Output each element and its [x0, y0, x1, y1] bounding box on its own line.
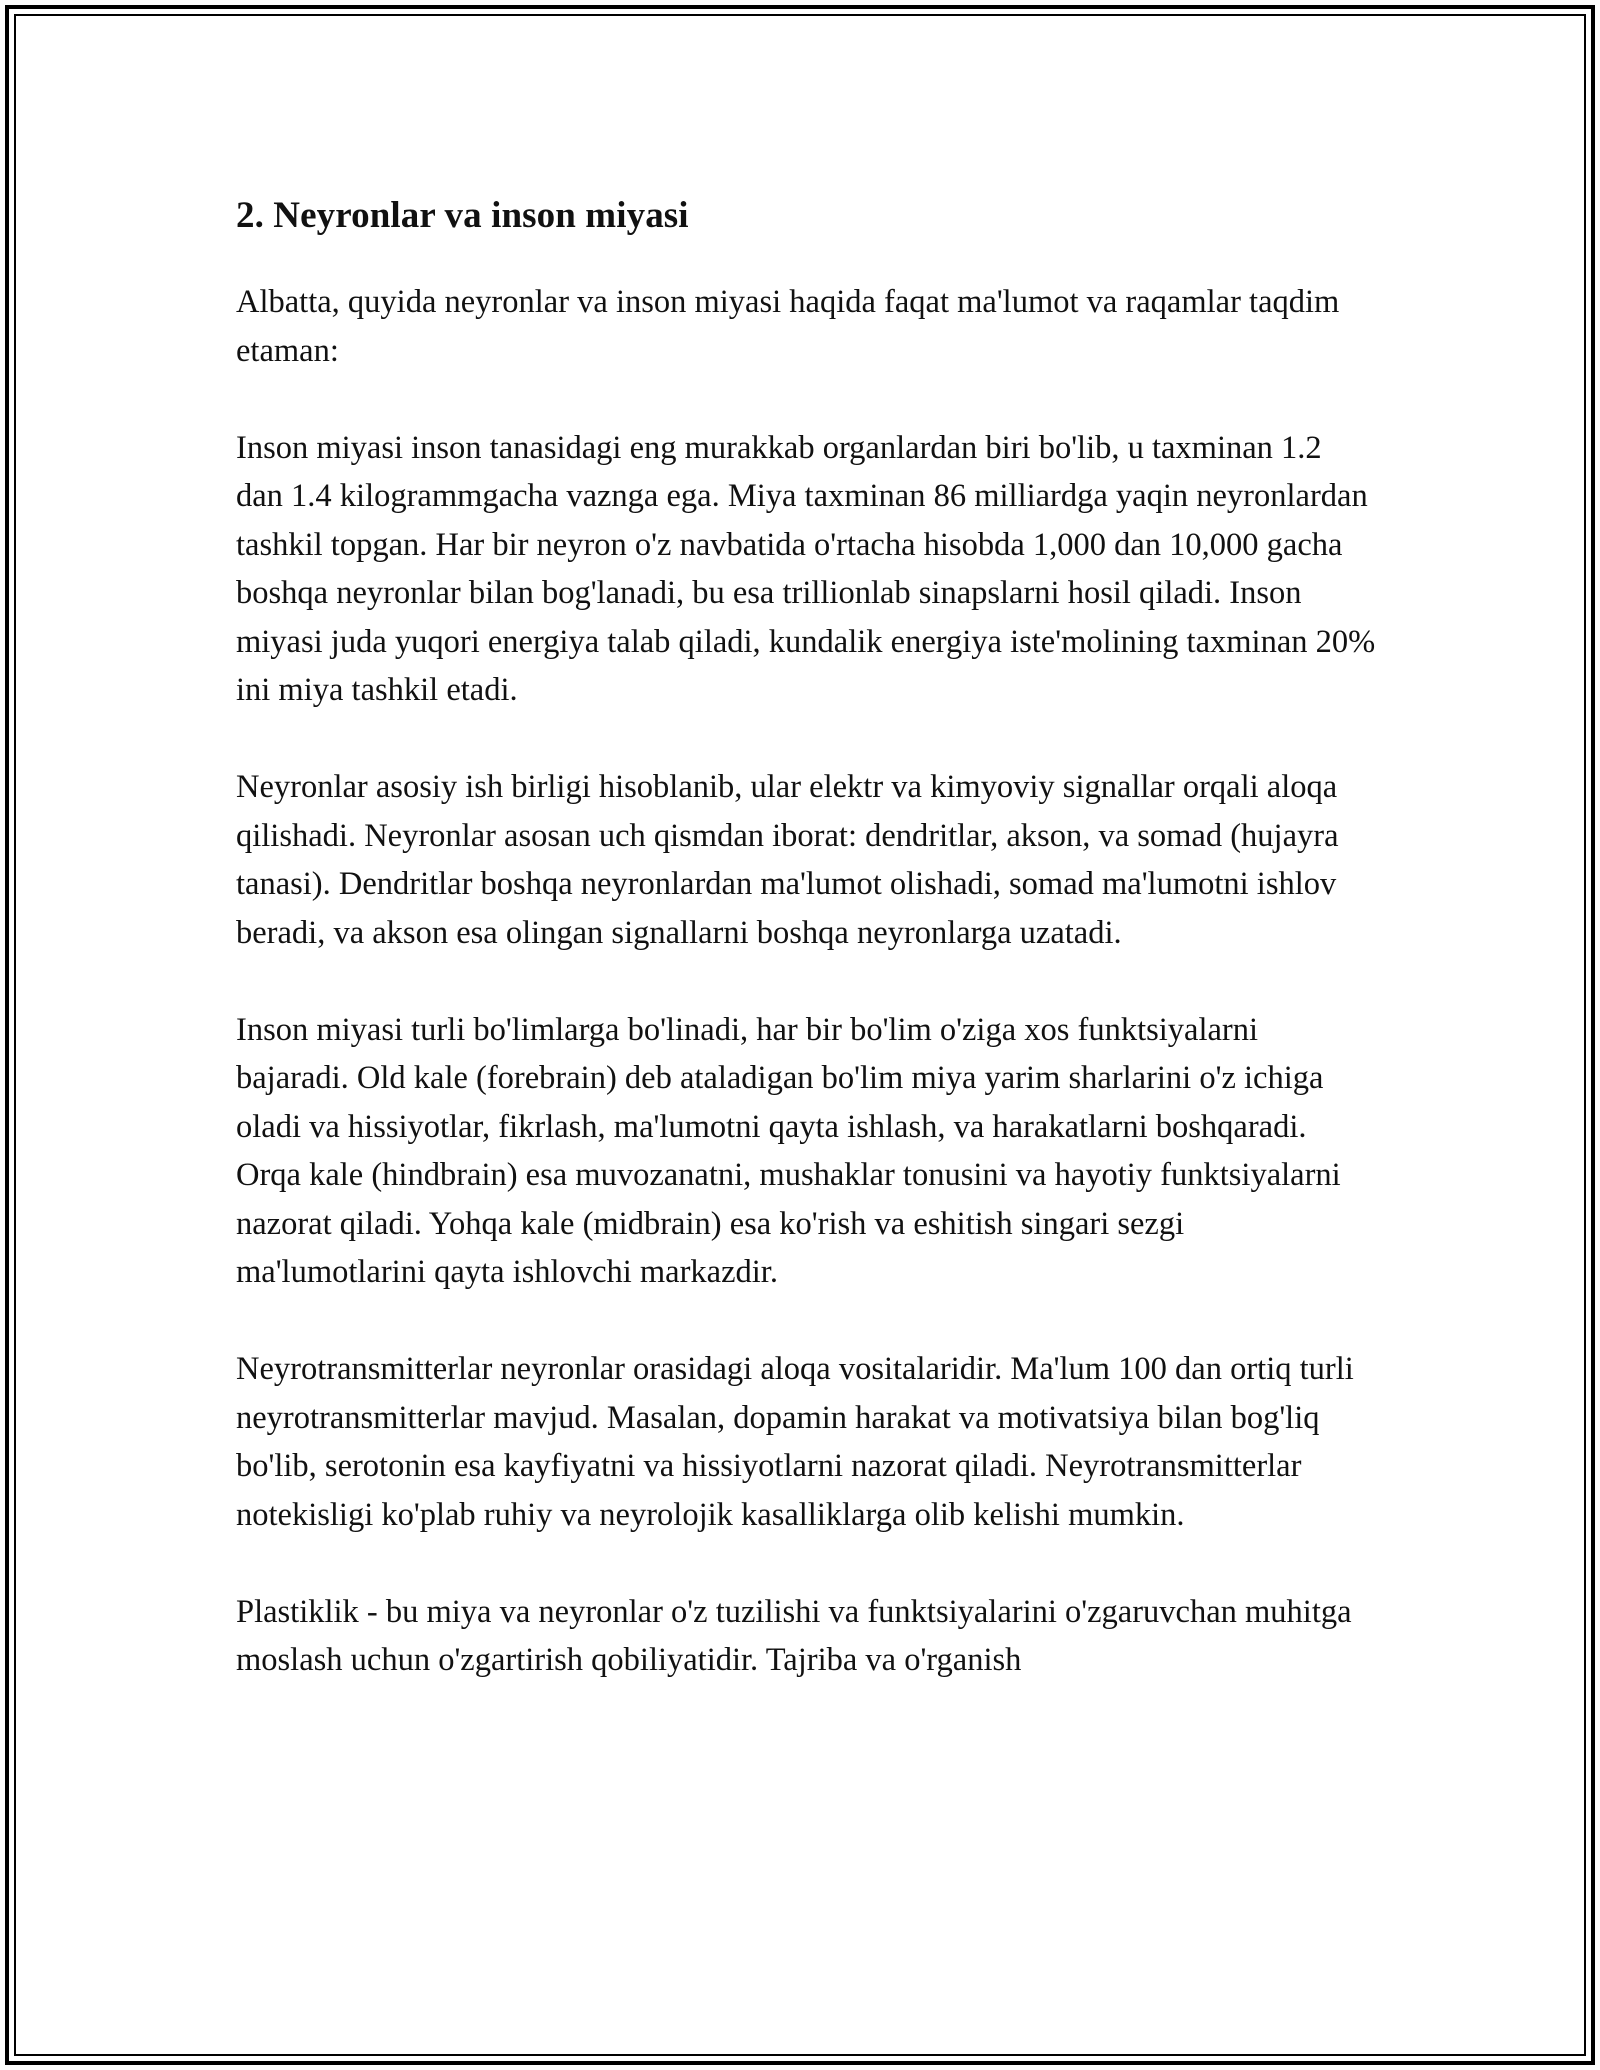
paragraph-brain-overview: Inson miyasi inson tanasidagi eng murakkab organlardan biri bo'lib, u taxminan 1.2 dan 1.4 kilogrammgacha vaznga ega. Miya taxminan 86 milliardga yaqin neyronlardan tashkil topgan. Har bir neyron o'z navbatida o'rtacha hisobda 1,000 dan 10,000 gacha boshqa neyronlar bilan bog'lanadi, bu esa trillionlab sinapslarni hosil qiladi. Inson miyasi juda yuqori energiya talab qiladi, kundalik energiya iste'molining taxminan 20% ini miya tashkil etadi. — [236, 429, 1376, 708]
paragraph-brain-regions: Inson miyasi turli bo'limlarga bo'linadi, har bir bo'lim o'ziga xos funktsiyalarni bajaradi. Old kale (forebrain) deb ataladigan bo'lim miya yarim sharlarini o'z ichiga oladi va hissiyotlar, fikrlash, ma'lumotni qayta ishlash, va harakatlarni boshqaradi. Orqa kale (hindbrain) esa muvozanatni, mushaklar tonusini va hayotiy funktsiyalarni nazorat qiladi. Yohqa kale (midbrain) esa ko'rish va eshitish singari sezgi ma'lumotlarini qayta ishlovchi markazdir. — [236, 1011, 1341, 1290]
paragraph-plasticity: Plastiklik - bu miya va neyronlar o'z tuzilishi va funktsiyalarini o'zgaruvchan muhitga moslash uchun o'zgartirish qobiliyatidir. Tajriba va o'rganish — [236, 1593, 1352, 1678]
paragraph-neurotransmitters: Neyrotransmitterlar neyronlar orasidagi aloqa vositalaridir. Ma'lum 100 dan ortiq turli neyrotransmitterlar mavjud. Masalan, dopamin harakat va motivatsiya bilan bog'liq bo'lib, serotonin esa kayfiyatni va hissiyotlarni nazorat qiladi. Neyrotransmitterlar notekisligi ko'plab ruhiy va neyrolojik kasalliklarga olib kelishi mumkin. — [236, 1351, 1354, 1533]
section-heading: 2. Neyronlar va inson miyasi — [236, 195, 689, 236]
paragraph-intro: Albatta, quyida neyronlar va inson miyasi haqida faqat ma'lumot va raqamlar taqdim etaman: — [236, 284, 1340, 369]
paragraph-neuron-structure: Neyronlar asosiy ish birligi hisoblanib, ular elektr va kimyoviy signallar orqali aloqa qilishadi. Neyronlar asosan uch qismdan iborat: dendritlar, akson, va somad (hujayra tanasi). Dendritlar boshqa neyronlardan ma'lumot olishadi, somad ma'lumotni ishlov beradi, va akson esa olingan signallarni boshqa neyronlarga uzatadi. — [236, 769, 1339, 951]
document-body — [236, 188, 1376, 1733]
